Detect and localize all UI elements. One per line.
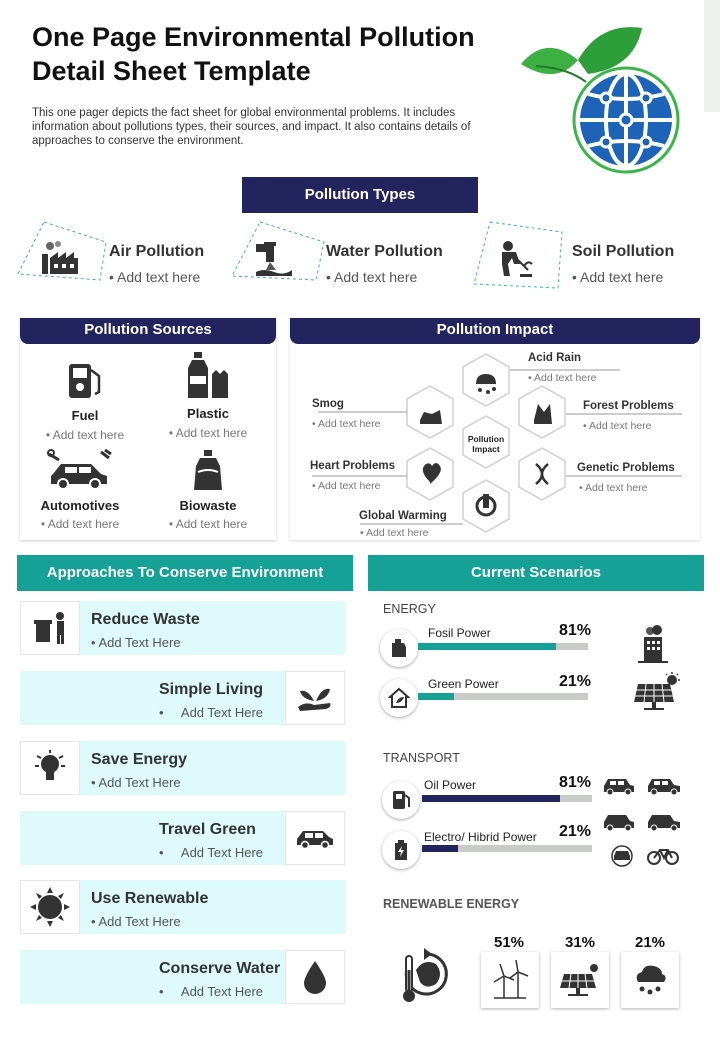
acid-rain-sub-text: Add text here	[534, 372, 597, 384]
water-pollution-sub: • Add text here	[326, 269, 418, 285]
smog-title: Smog	[312, 398, 344, 410]
conserve-water-sub: • Add Text Here	[159, 984, 264, 999]
acid-rain-sub: • Add text here	[528, 372, 597, 384]
save-energy-title: Save Energy	[91, 751, 188, 768]
genetic-sub-text: Add text here	[585, 482, 648, 494]
travel-green-sub: • Add Text Here	[159, 845, 264, 860]
intro-text: This one pager depicts the fact sheet for global environmental problems. It includes information about pollutions types, their sources, and impact. It also contains details of approaches to conserve the environment.	[32, 107, 471, 147]
genetic-title: Genetic Problems	[577, 462, 675, 474]
heart-sub-text: Add text here	[318, 480, 381, 492]
transport-section-label: TRANSPORT	[383, 751, 460, 765]
fuel-pump-icon	[67, 360, 103, 400]
conserve-water-title: Conserve Water	[159, 960, 281, 977]
green-power-pct: 21%	[559, 673, 592, 690]
lightbulb-icon	[20, 741, 80, 795]
acid-rain-title: Acid Rain	[528, 352, 582, 364]
heart-sub: • Add text here	[312, 480, 381, 492]
title-line-1: One Page Environmental Pollution	[32, 22, 475, 52]
smog-sub-text: Add text here	[318, 418, 381, 430]
scenarios-header: Current Scenarios	[368, 555, 704, 591]
oil-power-label: Oil Power	[424, 778, 477, 792]
water-pollution-title: Water Pollution	[326, 243, 443, 260]
source-automotives	[25, 448, 135, 532]
forest-sub: • Add text here	[583, 420, 652, 432]
heart-title: Heart Problems	[310, 460, 396, 472]
air-pollution-sub: • Add text here	[109, 269, 201, 285]
renewable-wind-pct: 51%	[493, 934, 525, 951]
electro-hibrid-label: Electro/ Hibrid Power	[424, 830, 537, 844]
gas-pump-icon	[382, 781, 420, 819]
eco-house-icon	[380, 679, 418, 717]
soil-pollution-sub: • Add text here	[572, 269, 664, 285]
simple-living-sub: • Add Text Here	[159, 705, 264, 720]
genetic-sub: • Add text here	[579, 482, 648, 494]
fosil-power-pct: 81%	[559, 622, 592, 639]
reduce-waste-sub: • Add Text Here	[91, 635, 181, 650]
pollution-impact-header: Pollution Impact	[290, 318, 700, 344]
approaches-header: Approaches To Conserve Environment	[17, 555, 353, 591]
fosil-power-label: Fosil Power	[428, 626, 491, 640]
approach-conserve-water	[20, 950, 345, 1004]
approach-use-renewable	[20, 880, 345, 934]
fosil-power-bar-fill	[418, 643, 556, 650]
global-warming-sub: • Add text here	[360, 527, 429, 539]
recycle-person-icon	[20, 601, 80, 655]
plastic-bottle-icon	[186, 350, 230, 400]
factory-icon	[40, 240, 80, 276]
forest-title: Forest Problems	[583, 400, 674, 412]
approach-travel-green	[20, 811, 345, 865]
water-drop-icon	[285, 950, 345, 1004]
oil-power-bar-fill	[422, 795, 560, 802]
cars-icon	[602, 776, 682, 796]
globe-leaf-logo	[516, 22, 696, 174]
approach-save-energy	[20, 741, 345, 795]
air-pollution-title: Air Pollution	[109, 243, 205, 260]
travel-green-title: Travel Green	[159, 821, 256, 838]
solar-panel-icon	[551, 952, 609, 1008]
oil-power-pct: 81%	[559, 774, 592, 791]
page-title	[32, 20, 532, 88]
fuel-can-icon	[380, 629, 418, 667]
climate-thermometer-icon	[396, 944, 454, 1006]
title-line-2: Detail Sheet Template	[32, 56, 311, 86]
electro-hibrid-pct: 21%	[559, 823, 592, 840]
plastic-sub: • Add text here	[168, 426, 248, 440]
solar-panel-sun-icon	[632, 672, 680, 712]
soil-pollution-title: Soil Pollution	[572, 243, 675, 260]
pollution-types-header: Pollution Types	[242, 177, 478, 213]
oil-power-bar	[422, 795, 592, 802]
hex-smog	[407, 386, 453, 438]
car-icon	[285, 811, 345, 865]
biowaste-sub: • Add text here	[168, 517, 248, 531]
save-energy-sub: • Add Text Here	[91, 775, 181, 790]
biowaste-bag-icon	[192, 448, 224, 494]
wind-turbine-icon	[481, 952, 539, 1008]
farmer-icon	[494, 240, 534, 280]
sun-icon	[20, 880, 80, 934]
water-pollution-card	[228, 220, 458, 285]
biowaste-title: Biowaste	[179, 498, 237, 513]
air-pollution-card	[14, 220, 224, 285]
reduce-waste-title: Reduce Waste	[91, 611, 200, 628]
fuel-title: Fuel	[71, 408, 99, 423]
fuel-sub: • Add text here	[45, 428, 125, 442]
renewable-solar-pct: 31%	[564, 934, 596, 951]
sprout-hand-icon	[285, 671, 345, 725]
source-fuel	[30, 360, 140, 446]
automotives-title: Automotives	[40, 498, 120, 513]
pollution-sources-header: Pollution Sources	[20, 318, 276, 344]
green-power-bar-fill	[418, 693, 454, 700]
plastic-title: Plastic	[187, 406, 229, 421]
source-biowaste	[152, 448, 264, 532]
renewable-rain-pct: 21%	[634, 934, 666, 951]
forest-sub-text: Add text here	[589, 420, 652, 432]
approach-reduce-waste	[20, 601, 345, 655]
source-plastic	[152, 350, 264, 442]
fosil-power-bar	[418, 643, 588, 650]
power-plant-icon	[636, 625, 670, 663]
impact-center-label: Pollution Impact	[467, 434, 505, 454]
smog-sub: • Add text here	[312, 418, 381, 430]
pipe-icon	[254, 240, 294, 276]
global-warming-sub-text: Add text here	[366, 527, 429, 539]
electro-hibrid-bar-fill	[422, 845, 458, 852]
approach-simple-living	[20, 671, 345, 725]
soil-pollution-card	[470, 220, 710, 290]
corner-accent	[704, 0, 720, 112]
use-renewable-sub: • Add Text Here	[91, 914, 181, 929]
electric-vehicles-icon	[602, 812, 682, 868]
green-power-bar	[418, 693, 588, 700]
green-power-label: Green Power	[428, 677, 499, 691]
rain-cloud-icon	[621, 952, 679, 1008]
electro-hibrid-bar	[422, 845, 592, 852]
simple-living-title: Simple Living	[159, 681, 264, 698]
energy-section-label: ENERGY	[383, 602, 436, 616]
automotives-sub: • Add text here	[40, 517, 120, 531]
global-warming-title: Global Warming	[359, 510, 447, 522]
car-repair-icon	[47, 448, 113, 492]
use-renewable-title: Use Renewable	[91, 890, 209, 907]
renewable-section-label: RENEWABLE ENERGY	[383, 897, 520, 911]
battery-icon	[382, 831, 420, 869]
